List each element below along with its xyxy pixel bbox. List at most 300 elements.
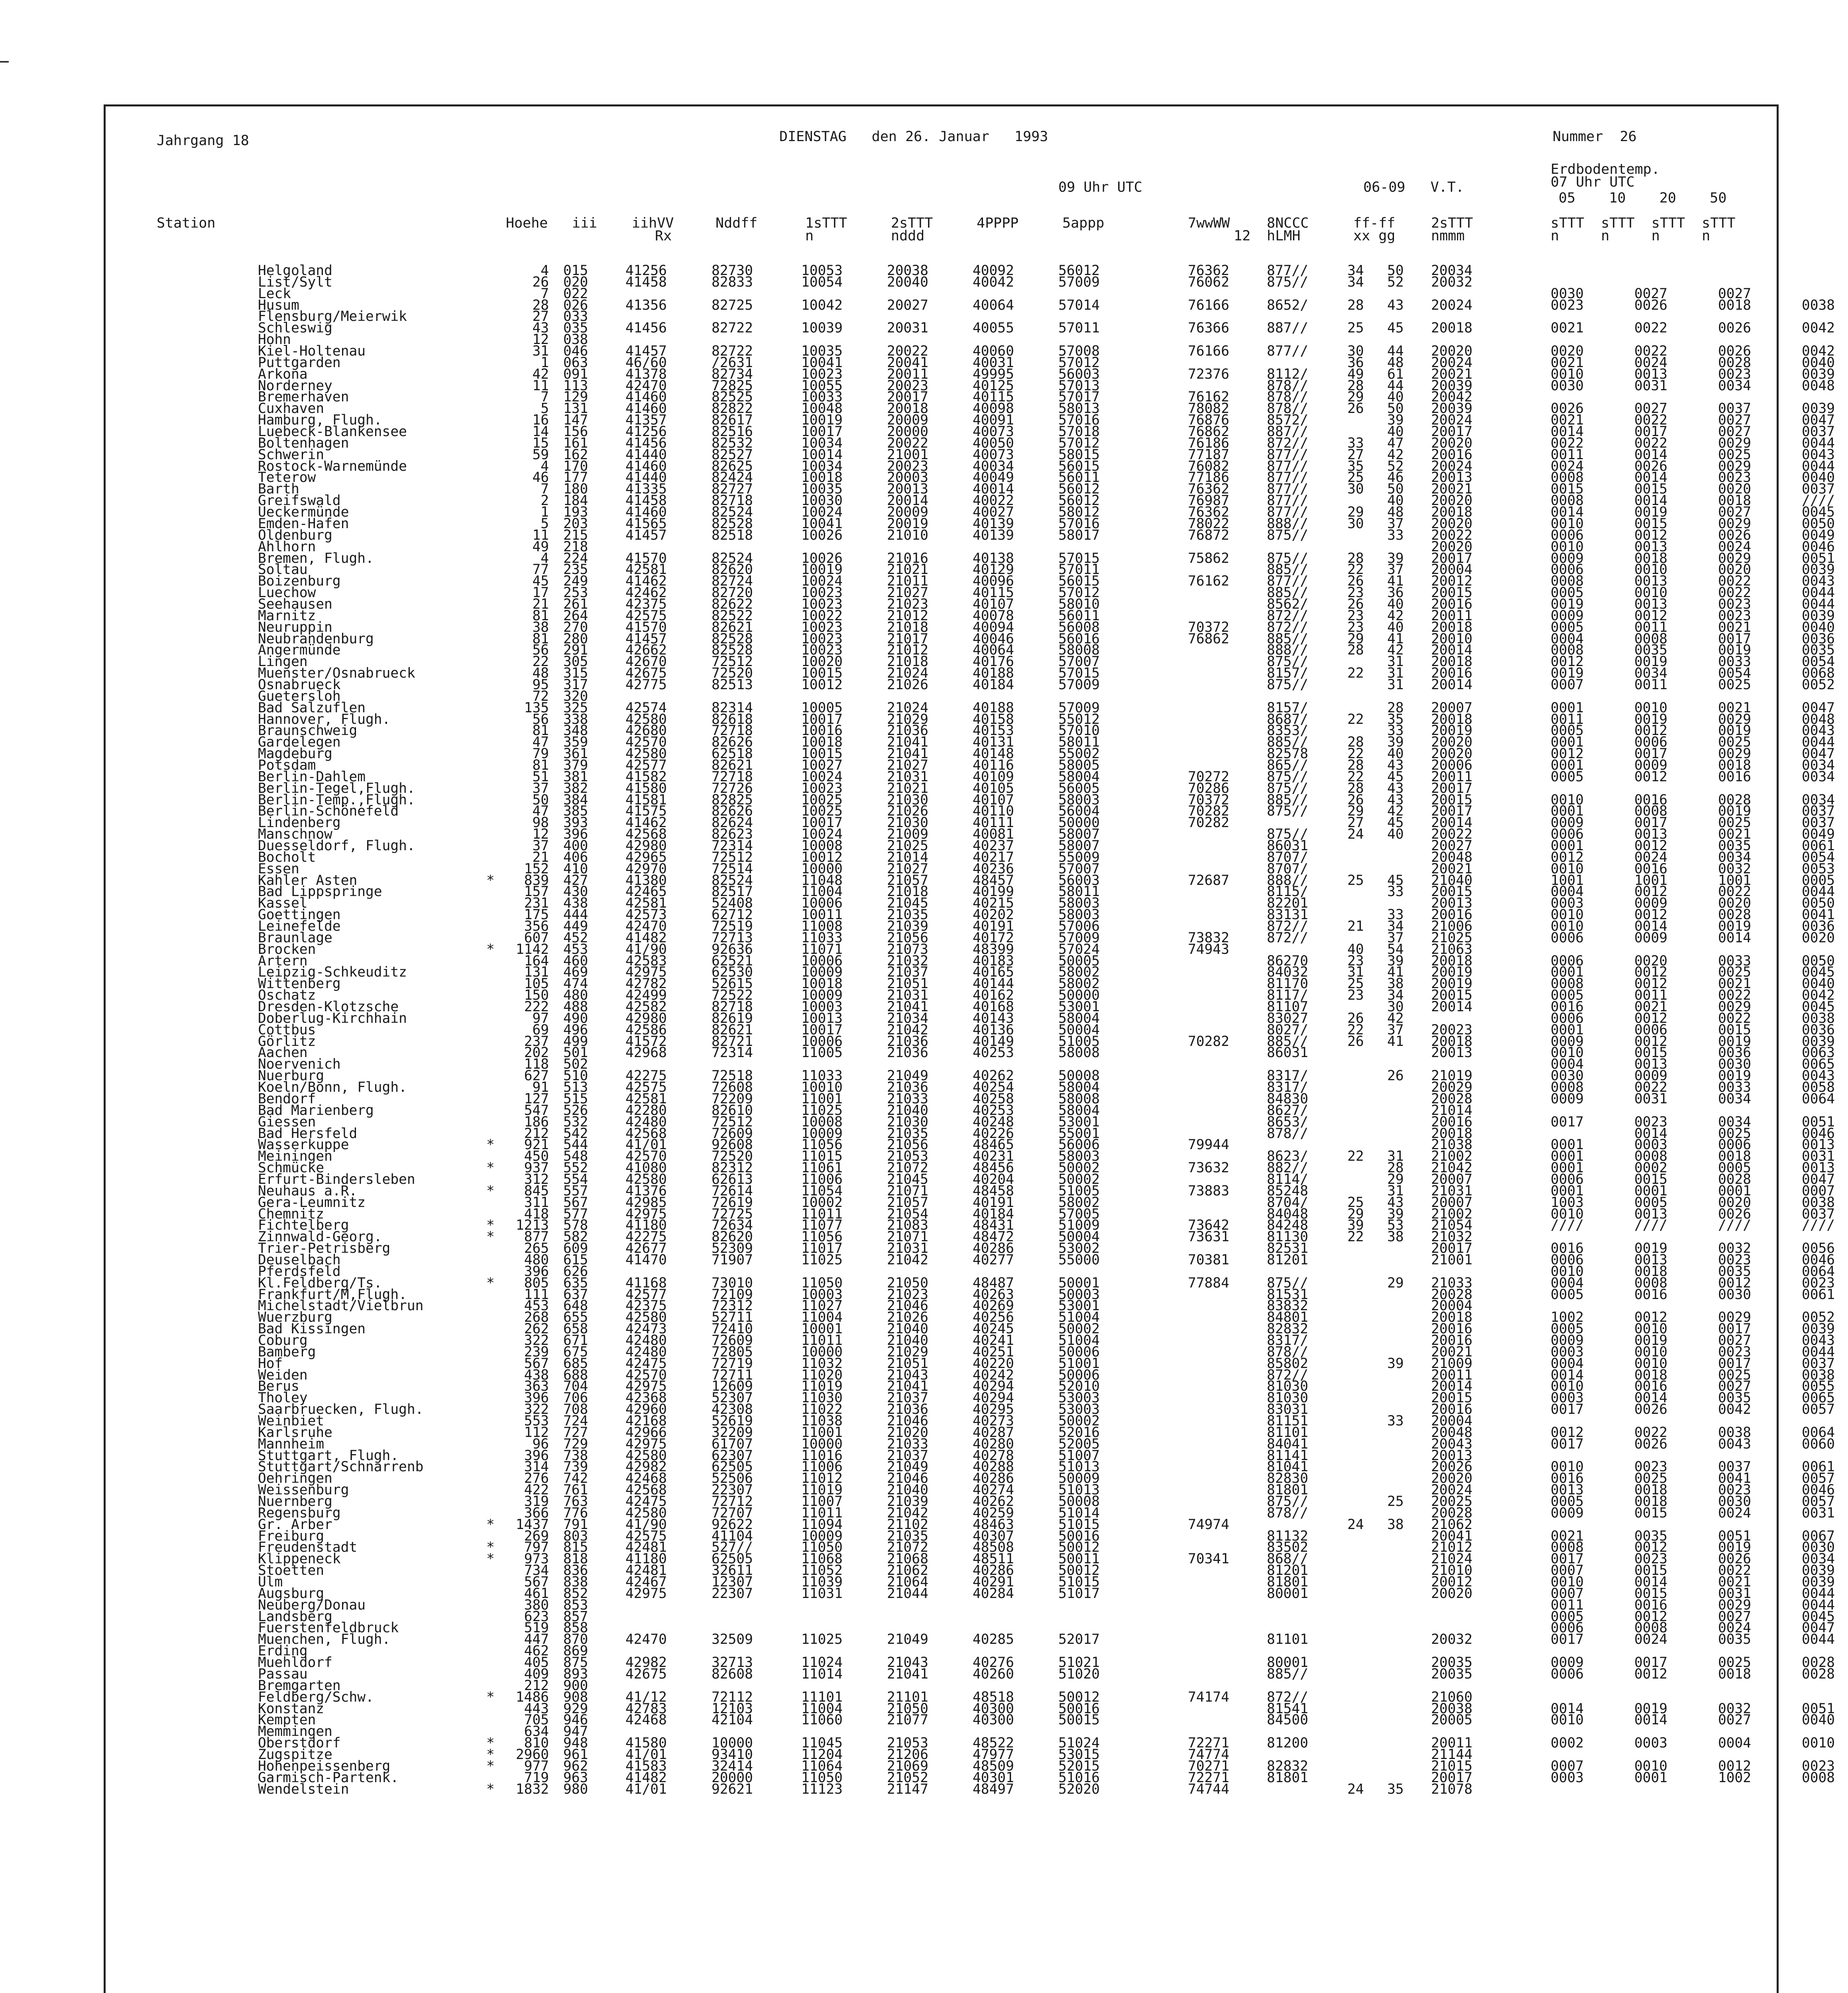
group-7wwww: 76162 bbox=[1188, 573, 1229, 590]
station-id: 427 bbox=[563, 872, 588, 888]
group-2sttt-vt: 20014 bbox=[1431, 676, 1473, 693]
group-iihvv: 42470 bbox=[625, 918, 667, 935]
station-id: 438 bbox=[563, 895, 588, 912]
soil-temp: 0015 bbox=[1634, 1585, 1668, 1602]
soil-temp: 0003 bbox=[1551, 1390, 1584, 1406]
group-5appp: 56003 bbox=[1058, 872, 1100, 888]
group-nddff: 72609 bbox=[712, 1332, 753, 1348]
group-2sttt-vt: 20014 bbox=[1431, 642, 1473, 658]
elevation: 45 bbox=[532, 573, 549, 590]
gust-1: 35 bbox=[1347, 458, 1364, 474]
group-nddff: 72109 bbox=[712, 1286, 753, 1303]
group-2sttt-vt: 20015 bbox=[1431, 987, 1473, 1004]
group-iihvv: 41580 bbox=[625, 780, 667, 796]
group-iihvv: 41456 bbox=[625, 320, 667, 336]
station-name: Kempten bbox=[258, 1712, 316, 1728]
gust-1: 30 bbox=[1347, 343, 1364, 360]
group-4pppp: 40258 bbox=[973, 1091, 1014, 1107]
station-id: 671 bbox=[563, 1332, 588, 1348]
soil-temp: 0016 bbox=[1718, 769, 1752, 785]
group-2sttt-vt: 20013 bbox=[1431, 1045, 1473, 1061]
elevation: 135 bbox=[524, 700, 549, 716]
station-name: Oschatz bbox=[258, 987, 316, 1004]
group-1sttt: 11016 bbox=[801, 1447, 843, 1464]
group-iihvv: 41/12 bbox=[625, 1689, 667, 1705]
col-ff-sub: xx gg bbox=[1353, 228, 1396, 244]
soil-temp: 0017 bbox=[1551, 1631, 1584, 1648]
group-5appp: 55012 bbox=[1058, 711, 1100, 727]
soil-temp: 0004 bbox=[1551, 1056, 1584, 1073]
gust-1: 25 bbox=[1347, 470, 1364, 486]
group-nddff: 52615 bbox=[712, 976, 753, 992]
group-1sttt: 11004 bbox=[801, 1309, 843, 1326]
soil-temp: 0025 bbox=[1718, 446, 1752, 463]
station-name: Flensburg/Meierwik bbox=[258, 309, 407, 325]
group-4pppp: 40116 bbox=[973, 757, 1014, 773]
group-2sttt: 20031 bbox=[887, 320, 928, 336]
group-2sttt-vt: 20011 bbox=[1431, 607, 1473, 624]
station-name: Bad Kissingen bbox=[258, 1321, 366, 1337]
group-7wwww: 73632 bbox=[1188, 1160, 1229, 1176]
elevation: 47 bbox=[532, 803, 549, 820]
soil-temp: 0022 bbox=[1718, 1010, 1752, 1026]
group-2sttt-vt: 20021 bbox=[1431, 481, 1473, 497]
group-2sttt-vt: 20034 bbox=[1431, 263, 1473, 279]
group-nddff: 82424 bbox=[712, 470, 753, 486]
col-station: Station bbox=[157, 215, 216, 231]
station-name: Bad Marienberg bbox=[258, 1102, 374, 1118]
group-2sttt: 21020 bbox=[887, 1424, 928, 1441]
gust-2: 53 bbox=[1387, 1217, 1404, 1234]
elevation: 186 bbox=[524, 1114, 549, 1130]
group-1sttt: 11204 bbox=[801, 1746, 843, 1763]
station-name: Oberstdorf bbox=[258, 1735, 341, 1751]
soil-temp: 0025 bbox=[1718, 1367, 1752, 1383]
group-5appp: 56008 bbox=[1058, 619, 1100, 635]
station-id: 177 bbox=[563, 470, 588, 486]
soil-temp: 0010 bbox=[1551, 861, 1584, 877]
group-4pppp: 40280 bbox=[973, 1436, 1014, 1452]
soil-temp: 0038 bbox=[1802, 297, 1835, 313]
soil-temp: 0017 bbox=[1634, 1655, 1668, 1671]
group-2sttt-vt: 20023 bbox=[1431, 1022, 1473, 1038]
soil-temp: 0003 bbox=[1551, 895, 1584, 912]
group-2sttt: 21062 bbox=[887, 1563, 928, 1579]
group-2sttt: 21042 bbox=[887, 1505, 928, 1521]
elevation: 269 bbox=[524, 1528, 549, 1544]
group-iihvv: 42960 bbox=[625, 1401, 667, 1418]
gust-1: 28 bbox=[1347, 780, 1364, 796]
group-nddff: 41104 bbox=[712, 1528, 753, 1544]
soil-temp: 0007 bbox=[1551, 1758, 1584, 1774]
col-8nccc: 8NCCC bbox=[1267, 215, 1309, 231]
group-nddff: 72314 bbox=[712, 1045, 753, 1061]
soil-temp: 0006 bbox=[1551, 1620, 1584, 1636]
group-2sttt: 21068 bbox=[887, 1551, 928, 1567]
group-1sttt: 10014 bbox=[801, 446, 843, 463]
group-5appp: 57007 bbox=[1058, 861, 1100, 877]
group-2sttt-vt: 20019 bbox=[1431, 976, 1473, 992]
group-iihvv: 42462 bbox=[625, 585, 667, 601]
soil-temp: 1002 bbox=[1551, 1309, 1584, 1326]
soil-temp: 0052 bbox=[1802, 676, 1835, 693]
group-iihvv: 42980 bbox=[625, 1010, 667, 1026]
group-8nccc: 8157/ bbox=[1267, 665, 1308, 682]
group-5appp: 51013 bbox=[1058, 1459, 1100, 1475]
group-iihvv: 42574 bbox=[625, 700, 667, 716]
station-name: Trier-Petrisberg bbox=[258, 1240, 391, 1257]
soil-temp: 0003 bbox=[1551, 1344, 1584, 1360]
elevation: 5 bbox=[541, 401, 549, 417]
group-iihvv: 41357 bbox=[625, 412, 667, 428]
group-8nccc: 877// bbox=[1267, 458, 1308, 474]
soil-temp: 0057 bbox=[1802, 1401, 1835, 1418]
group-4pppp: 40031 bbox=[973, 354, 1014, 371]
group-iihvv: 42470 bbox=[625, 377, 667, 394]
group-iihvv: 42465 bbox=[625, 884, 667, 900]
station-name: Weiden bbox=[258, 1367, 308, 1383]
group-5appp: 58007 bbox=[1058, 838, 1100, 854]
gust-2: 39 bbox=[1387, 734, 1404, 751]
group-5appp: 57009 bbox=[1058, 676, 1100, 693]
group-4pppp: 48458 bbox=[973, 1183, 1014, 1199]
group-4pppp: 40245 bbox=[973, 1321, 1014, 1337]
station-id: 626 bbox=[563, 1263, 588, 1280]
soil-temp: 0031 bbox=[1634, 1091, 1668, 1107]
gust-2: 25 bbox=[1387, 1494, 1404, 1510]
station-id: 963 bbox=[563, 1769, 588, 1786]
group-nddff: 82833 bbox=[712, 274, 753, 290]
station-name: Giessen bbox=[258, 1114, 316, 1130]
group-5appp: 58003 bbox=[1058, 895, 1100, 912]
group-8nccc: 885// bbox=[1267, 734, 1308, 751]
soil-temp: 0001 bbox=[1551, 757, 1584, 773]
group-2sttt: 21045 bbox=[887, 895, 928, 912]
group-4pppp: 40168 bbox=[973, 999, 1014, 1015]
group-7wwww: 76062 bbox=[1188, 274, 1229, 290]
group-1sttt: 10027 bbox=[801, 757, 843, 773]
group-2sttt: 21018 bbox=[887, 884, 928, 900]
station-name: Angermünde bbox=[258, 642, 341, 658]
soil-temp: 0006 bbox=[1718, 1137, 1752, 1153]
soil-temp: 0029 bbox=[1718, 515, 1752, 532]
gust-1: 28 bbox=[1347, 734, 1364, 751]
group-iihvv: 42467 bbox=[625, 1574, 667, 1590]
station-name: Michelstadt/Vielbrun bbox=[258, 1298, 424, 1314]
soil-temp: 0035 bbox=[1634, 642, 1668, 658]
soil-temp: 0013 bbox=[1802, 1160, 1835, 1176]
soil-temp: 0046 bbox=[1802, 1125, 1835, 1142]
group-4pppp: 40231 bbox=[973, 1148, 1014, 1165]
soil-temp: 0010 bbox=[1551, 907, 1584, 923]
group-5appp: 50012 bbox=[1058, 1563, 1100, 1579]
soil-temp: 0030 bbox=[1718, 1056, 1752, 1073]
group-8nccc: 81801 bbox=[1267, 1769, 1308, 1786]
elevation: 2 bbox=[541, 493, 549, 509]
group-4pppp: 40050 bbox=[973, 435, 1014, 451]
group-2sttt: 21033 bbox=[887, 1436, 928, 1452]
group-iihvv: 41565 bbox=[625, 515, 667, 532]
group-1sttt: 11123 bbox=[801, 1781, 843, 1797]
group-2sttt-vt: 20017 bbox=[1431, 780, 1473, 796]
soil-temp: 0019 bbox=[1718, 918, 1752, 935]
group-nddff: 72614 bbox=[712, 1183, 753, 1199]
soil-temp: 0025 bbox=[1634, 1470, 1668, 1487]
gust-2: 28 bbox=[1387, 1160, 1404, 1176]
elevation: 422 bbox=[524, 1482, 549, 1498]
elevation: 7 bbox=[541, 285, 549, 302]
elevation: 51 bbox=[532, 769, 549, 785]
soil-temp: 0006 bbox=[1551, 1171, 1584, 1187]
elevation: 607 bbox=[524, 930, 549, 946]
group-2sttt-vt: 20011 bbox=[1431, 769, 1473, 785]
group-4pppp: 40176 bbox=[973, 654, 1014, 670]
group-nddff: 82608 bbox=[712, 1666, 753, 1682]
soil-temp: 0020 bbox=[1802, 930, 1835, 946]
group-iihvv: 42582 bbox=[625, 999, 667, 1015]
gust-1: 29 bbox=[1347, 631, 1364, 647]
group-nddff: 72312 bbox=[712, 1298, 753, 1314]
group-5appp: 50015 bbox=[1058, 1712, 1100, 1728]
group-nddff: 82620 bbox=[712, 1229, 753, 1245]
group-2sttt: 21021 bbox=[887, 562, 928, 578]
group-nddff: 72725 bbox=[712, 1206, 753, 1222]
group-1sttt: 10018 bbox=[801, 470, 843, 486]
group-2sttt: 21009 bbox=[887, 826, 928, 843]
group-1sttt: 11017 bbox=[801, 1240, 843, 1257]
group-8nccc: 877// bbox=[1267, 343, 1308, 360]
group-iihvv: 41335 bbox=[625, 481, 667, 497]
soil-temp: 0023 bbox=[1718, 1344, 1752, 1360]
group-nddff: 82626 bbox=[712, 734, 753, 751]
group-4pppp: 40217 bbox=[973, 849, 1014, 865]
gust-2: 41 bbox=[1387, 964, 1404, 981]
group-8nccc: 872// bbox=[1267, 607, 1308, 624]
group-1sttt: 10030 bbox=[801, 493, 843, 509]
group-2sttt-vt: 21001 bbox=[1431, 1252, 1473, 1268]
station-name: Erfurt-Bindersleben bbox=[258, 1171, 415, 1187]
soil-temp: 0026 bbox=[1634, 1436, 1668, 1452]
station-id: 170 bbox=[563, 458, 588, 474]
soil-temp: 0012 bbox=[1634, 607, 1668, 624]
group-7wwww: 74774 bbox=[1188, 1746, 1229, 1763]
mountain-marker: * bbox=[486, 941, 495, 957]
group-1sttt: 11056 bbox=[801, 1229, 843, 1245]
group-4pppp: 40294 bbox=[973, 1390, 1014, 1406]
group-2sttt-vt: 20016 bbox=[1431, 596, 1473, 612]
soil-temp: //// bbox=[1802, 493, 1835, 509]
soil-temp: 0024 bbox=[1634, 1631, 1668, 1648]
group-8nccc: 8704/ bbox=[1267, 1194, 1308, 1211]
group-5appp: 57017 bbox=[1058, 389, 1100, 405]
soil-temp: 0049 bbox=[1802, 826, 1835, 843]
group-2sttt-vt: 20018 bbox=[1431, 320, 1473, 336]
group-8nccc: 80001 bbox=[1267, 1585, 1308, 1602]
soil-temp: 0015 bbox=[1718, 1022, 1752, 1038]
elevation: 157 bbox=[524, 884, 549, 900]
soil-temp: 0018 bbox=[1634, 1482, 1668, 1498]
group-iihvv: 42577 bbox=[625, 1286, 667, 1303]
group-1sttt: 11025 bbox=[801, 1102, 843, 1118]
group-nddff: 82722 bbox=[712, 320, 753, 336]
soil-temp: 0013 bbox=[1802, 1137, 1835, 1153]
group-2sttt: 21040 bbox=[887, 1321, 928, 1337]
group-7wwww: 75862 bbox=[1188, 550, 1229, 566]
group-4pppp: 40262 bbox=[973, 1494, 1014, 1510]
group-4pppp: 48472 bbox=[973, 1229, 1014, 1245]
group-1sttt: 11061 bbox=[801, 1160, 843, 1176]
group-5appp: 58008 bbox=[1058, 642, 1100, 658]
station-name: Stoetten bbox=[258, 1563, 324, 1579]
group-8nccc: 81132 bbox=[1267, 1528, 1308, 1544]
soil-temp: 0028 bbox=[1718, 354, 1752, 371]
group-2sttt-vt: 20021 bbox=[1431, 861, 1473, 877]
group-7wwww: 72376 bbox=[1188, 366, 1229, 382]
group-4pppp: 40055 bbox=[973, 320, 1014, 336]
soil-temp: 0021 bbox=[1718, 619, 1752, 635]
group-8nccc: 8114/ bbox=[1267, 1171, 1308, 1187]
group-7wwww: 76862 bbox=[1188, 424, 1229, 440]
group-iihvv: 46/60 bbox=[625, 354, 667, 371]
group-2sttt: 21102 bbox=[887, 1516, 928, 1533]
group-nddff: 22307 bbox=[712, 1585, 753, 1602]
group-4pppp: 40115 bbox=[973, 585, 1014, 601]
gust-2: 43 bbox=[1387, 757, 1404, 773]
station-name: Neuberg/Donau bbox=[258, 1597, 366, 1613]
group-nddff: 82822 bbox=[712, 401, 753, 417]
group-1sttt: 10025 bbox=[801, 803, 843, 820]
mountain-marker: * bbox=[486, 1689, 495, 1705]
soil-temp: 0030 bbox=[1551, 377, 1584, 394]
soil-temp: 0035 bbox=[1802, 642, 1835, 658]
elevation: 72 bbox=[532, 688, 549, 704]
group-8nccc: 8652/ bbox=[1267, 297, 1308, 313]
elevation: 405 bbox=[524, 1655, 549, 1671]
group-5appp: 57012 bbox=[1058, 435, 1100, 451]
gust-1: 23 bbox=[1347, 987, 1364, 1004]
group-2sttt: 21046 bbox=[887, 1298, 928, 1314]
group-4pppp: 48487 bbox=[973, 1275, 1014, 1291]
station-name: Oehringen bbox=[258, 1470, 332, 1487]
soil-temp: 0022 bbox=[1718, 573, 1752, 590]
group-5appp: 50002 bbox=[1058, 1171, 1100, 1187]
soil-temp: 0011 bbox=[1551, 1597, 1584, 1613]
group-nddff: 82718 bbox=[712, 999, 753, 1015]
group-nddff: 82524 bbox=[712, 550, 753, 566]
group-5appp: 53002 bbox=[1058, 1240, 1100, 1257]
group-iihvv: 41380 bbox=[625, 872, 667, 888]
station-id: 460 bbox=[563, 953, 588, 969]
group-4pppp: 40269 bbox=[973, 1298, 1014, 1314]
station-id: 513 bbox=[563, 1079, 588, 1096]
group-1sttt: 10012 bbox=[801, 676, 843, 693]
group-iihvv: 42675 bbox=[625, 665, 667, 682]
group-1sttt: 11011 bbox=[801, 1332, 843, 1348]
soil-temp: 0003 bbox=[1634, 1137, 1668, 1153]
soil-temp: 0010 bbox=[1802, 1735, 1835, 1751]
group-2sttt: 21050 bbox=[887, 1700, 928, 1717]
elevation: 1486 bbox=[515, 1689, 549, 1705]
gust-2: 31 bbox=[1387, 1148, 1404, 1165]
group-7wwww: 70271 bbox=[1188, 1758, 1229, 1774]
group-nddff: 92608 bbox=[712, 1137, 753, 1153]
gust-1: 22 bbox=[1347, 746, 1364, 762]
group-1sttt: 10017 bbox=[801, 815, 843, 831]
group-1sttt: 10017 bbox=[801, 424, 843, 440]
group-5appp: 56015 bbox=[1058, 573, 1100, 590]
soil-temp: 0061 bbox=[1802, 1286, 1835, 1303]
group-7wwww: 74744 bbox=[1188, 1781, 1229, 1797]
soil-temp: 0029 bbox=[1718, 746, 1752, 762]
elevation: 69 bbox=[532, 1022, 549, 1038]
soil-temp: 0017 bbox=[1634, 815, 1668, 831]
group-1sttt: 11038 bbox=[801, 1413, 843, 1429]
group-5appp: 56004 bbox=[1058, 803, 1100, 820]
group-1sttt: 10054 bbox=[801, 274, 843, 290]
soil-temp: 0019 bbox=[1634, 1240, 1668, 1257]
group-8nccc: 868// bbox=[1267, 1551, 1308, 1567]
gust-2: 39 bbox=[1387, 550, 1404, 566]
soil-temp: 0013 bbox=[1634, 1056, 1668, 1073]
group-1sttt: 10008 bbox=[801, 838, 843, 854]
group-2sttt-vt: 20015 bbox=[1431, 1390, 1473, 1406]
group-8nccc: 8623/ bbox=[1267, 1148, 1308, 1165]
group-iihvv: 42680 bbox=[625, 723, 667, 739]
group-2sttt-vt: 20038 bbox=[1431, 1700, 1473, 1717]
station-id: 615 bbox=[563, 1252, 588, 1268]
group-nddff: 32611 bbox=[712, 1563, 753, 1579]
station-id: 510 bbox=[563, 1068, 588, 1084]
group-4pppp: 40236 bbox=[973, 861, 1014, 877]
group-8nccc: 81200 bbox=[1267, 1735, 1308, 1751]
group-5appp: 56012 bbox=[1058, 493, 1100, 509]
soil-temp: 0006 bbox=[1551, 1666, 1584, 1682]
soil-temp: 0033 bbox=[1718, 953, 1752, 969]
station-id: 490 bbox=[563, 1010, 588, 1026]
group-2sttt: 21051 bbox=[887, 1355, 928, 1372]
soil-temp: 0010 bbox=[1551, 1263, 1584, 1280]
soil-temp: 0042 bbox=[1802, 343, 1835, 360]
group-nddff: 72718 bbox=[712, 769, 753, 785]
group-7wwww: 73642 bbox=[1188, 1217, 1229, 1234]
mountain-marker: * bbox=[486, 1275, 495, 1291]
soil-temp: 0043 bbox=[1802, 723, 1835, 739]
group-iihvv: 42568 bbox=[625, 826, 667, 843]
soil-temp: 0012 bbox=[1718, 1758, 1752, 1774]
col-iihvv-sub: Rx bbox=[655, 228, 672, 244]
soil-temp: 0022 bbox=[1634, 320, 1668, 336]
group-2sttt: 20017 bbox=[887, 389, 928, 405]
station-name: Husum bbox=[258, 297, 299, 313]
group-5appp: 52020 bbox=[1058, 1781, 1100, 1797]
group-5appp: 56012 bbox=[1058, 263, 1100, 279]
group-5appp: 51015 bbox=[1058, 1574, 1100, 1590]
station-id: 033 bbox=[563, 309, 588, 325]
group-iihvv: 42982 bbox=[625, 1655, 667, 1671]
mountain-marker: * bbox=[486, 1229, 495, 1245]
group-iihvv: 41583 bbox=[625, 1758, 667, 1774]
group-2sttt: 20022 bbox=[887, 435, 928, 451]
soil-temp: 0012 bbox=[1634, 769, 1668, 785]
group-2sttt: 21026 bbox=[887, 676, 928, 693]
station-name: Gera-Leumnitz bbox=[258, 1194, 366, 1211]
group-1sttt: 10055 bbox=[801, 377, 843, 394]
soil-temp: 0013 bbox=[1551, 1482, 1584, 1498]
station-id: 609 bbox=[563, 1240, 588, 1257]
group-nddff: 82718 bbox=[712, 493, 753, 509]
group-nddff: 52711 bbox=[712, 1309, 753, 1326]
station-name: Mannheim bbox=[258, 1436, 324, 1452]
